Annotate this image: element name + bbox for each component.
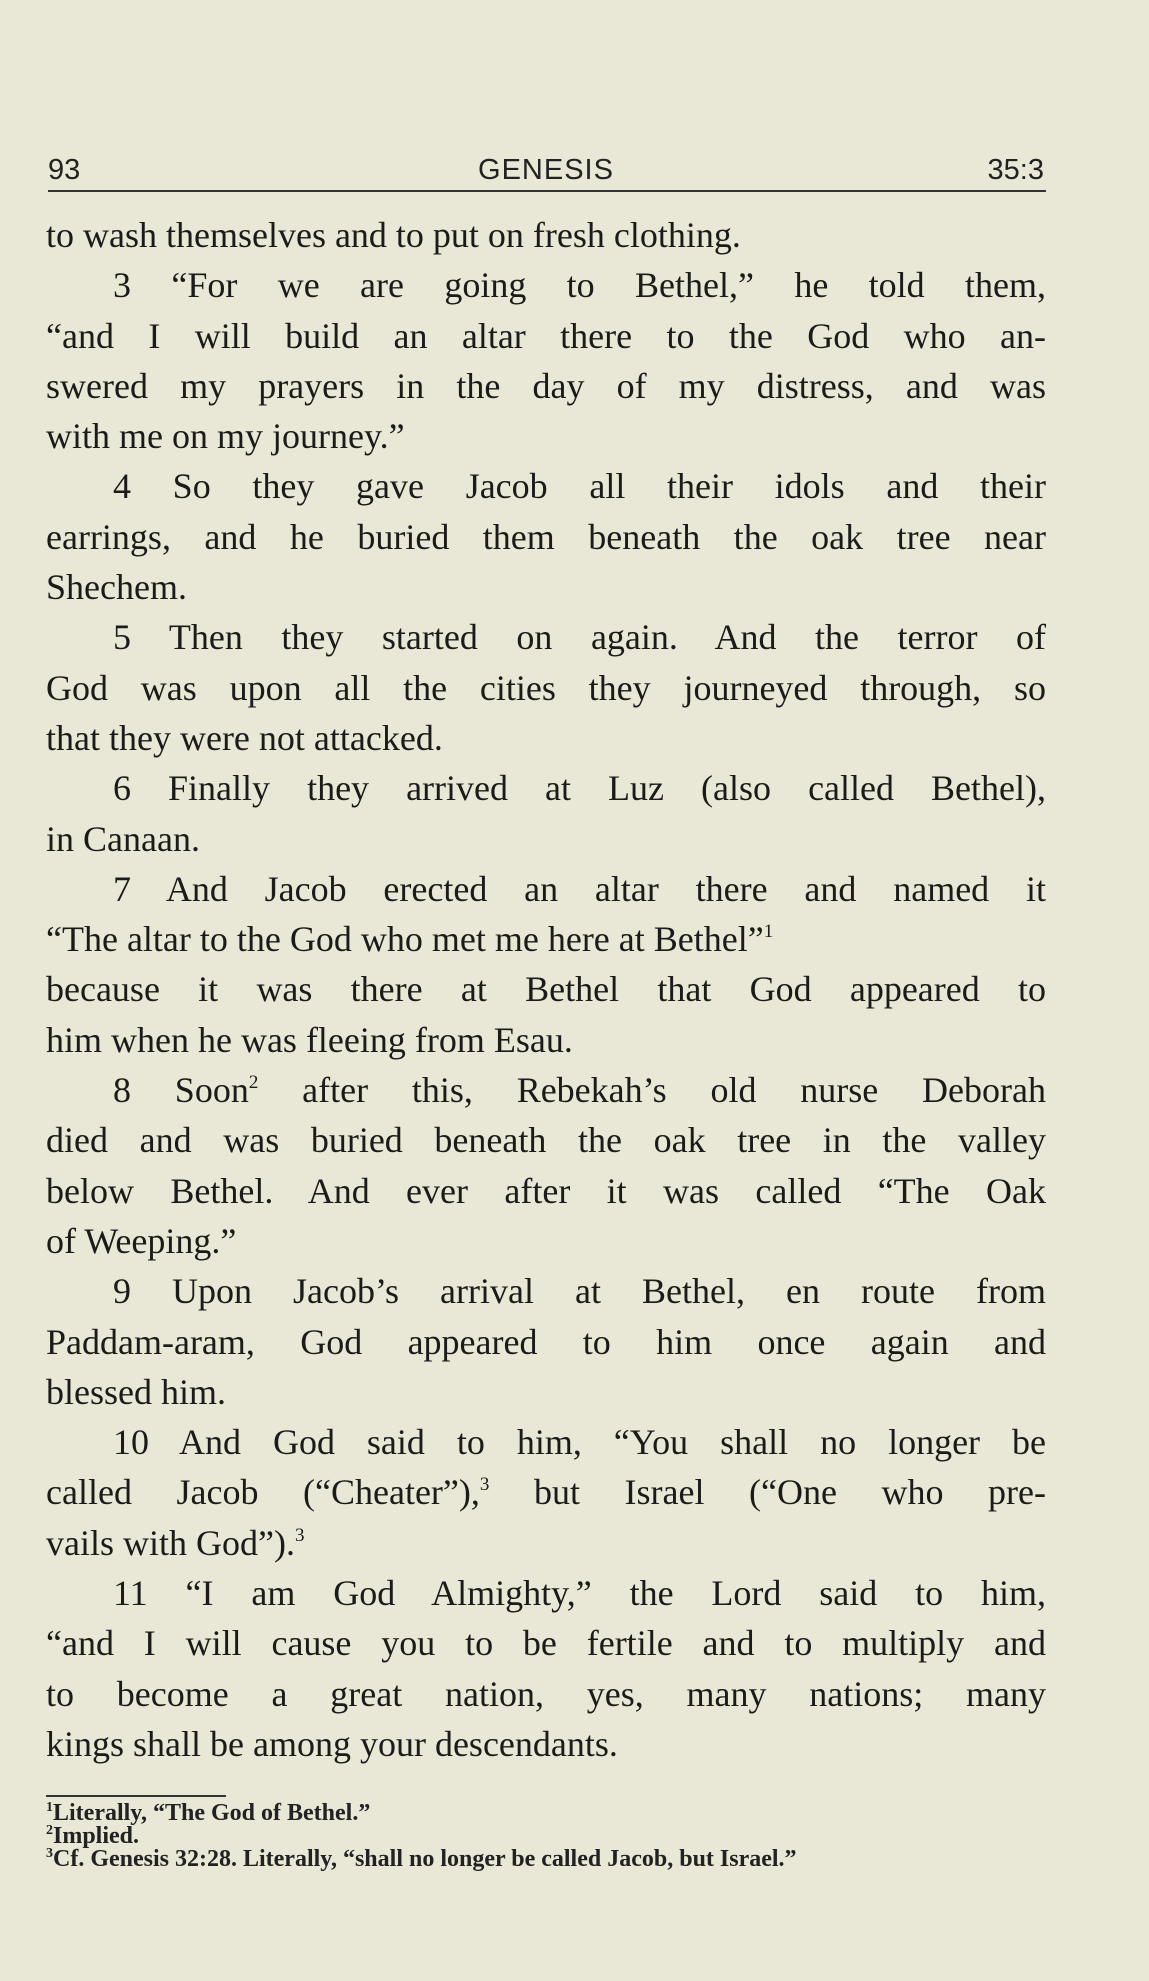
footnotes (46, 1802, 1046, 1871)
footnote-ref-2: 2 (248, 1072, 259, 1094)
text-line: of Weeping.” (46, 1220, 237, 1261)
verse-11-start: 11 “I am God Almighty,” the Lord said to him, (113, 1573, 1046, 1614)
footnote-3 (46, 1848, 1046, 1871)
text-line: earrings, and he buried them beneath the oak tree near (46, 516, 1046, 557)
footnote-ref-3: 3 (479, 1474, 490, 1496)
text-line: to become a great nation, yes, many nations; many (46, 1673, 1046, 1714)
text-line: because it was there at Bethel that God appeared to (46, 969, 1046, 1010)
text-line (46, 1467, 1046, 1517)
footnote-mark: 2 (46, 1823, 53, 1838)
text-line: died and was buried beneath the oak tree in the valley (46, 1120, 1046, 1161)
footnote-text: Literally, “The God of Bethel.” (53, 1800, 371, 1826)
text-line: with me on my journey.” (46, 416, 405, 457)
text-line (46, 914, 1046, 964)
footnote-text: Cf. Genesis 32:28. Literally, “shall no longer be called Jacob, but Israel.” (53, 1846, 797, 1872)
footnote-2 (46, 1825, 1046, 1848)
footnote-ref-1: 1 (763, 921, 774, 943)
text-line: Paddam-aram, God appeared to him once again and (46, 1321, 1046, 1362)
verse-7-start: 7 And Jacob erected an altar there and named it (113, 868, 1046, 909)
verse-5-start: 5 Then they started on again. And the terror of (113, 617, 1046, 658)
text-line: “and I will build an altar there to the God who an- (46, 315, 1046, 356)
footnote-1 (46, 1802, 1046, 1825)
text-line (46, 1518, 1046, 1568)
book-title: GENESIS (478, 154, 614, 186)
verse-3-start: 3 “For we are going to Bethel,” he told them, (113, 265, 1046, 306)
text-span: “The altar to the God who met me here at Bethel” (46, 919, 764, 960)
footnote-mark: 1 (46, 1800, 53, 1815)
book-page (46, 0, 1046, 1981)
text-line: Shechem. (46, 567, 187, 608)
text-line: to wash themselves and to put on fresh clothing. (46, 215, 741, 255)
footnote-mark: 3 (46, 1846, 53, 1861)
verse-4-start: 4 So they gave Jacob all their idols and their (113, 466, 1046, 507)
text-line: in Canaan. (46, 818, 200, 859)
text-span: called Jacob (“Cheater”), (46, 1472, 480, 1513)
text-line: him when he was fleeing from Esau. (46, 1019, 573, 1060)
text-line: “and I will cause you to be fertile and to multiply and (46, 1623, 1046, 1664)
text-span: after this, Rebekah’s old nurse Deborah (258, 1070, 1046, 1111)
text-line: below Bethel. And ever after it was called “The Oak (46, 1170, 1046, 1211)
chapter-verse-reference: 35:3 (987, 154, 1044, 186)
text-line: kings shall be among your descendants. (46, 1723, 618, 1764)
header-rule (48, 190, 1046, 192)
text-line: swered my prayers in the day of my distress, and was (46, 365, 1046, 406)
running-head (46, 150, 1046, 194)
text-line: blessed him. (46, 1371, 226, 1412)
verse-8-start (46, 1065, 1046, 1115)
text-line: that they were not attacked. (46, 717, 443, 758)
footnote-rule (46, 1795, 226, 1797)
text-span: but Israel (“One who pre- (489, 1472, 1047, 1513)
verse-9-start: 9 Upon Jacob’s arrival at Bethel, en route from (113, 1271, 1046, 1312)
footnote-ref-3b: 3 (294, 1524, 305, 1546)
page-number: 93 (48, 154, 81, 186)
footnote-text: Implied. (53, 1823, 140, 1849)
text-span: vails with God”). (46, 1522, 295, 1563)
text-line: God was upon all the cities they journeyed through, so (46, 667, 1046, 708)
scripture-text (46, 210, 1046, 1769)
text-span: 8 Soon (113, 1070, 249, 1111)
verse-6-start: 6 Finally they arrived at Luz (also called Bethel), (113, 768, 1046, 809)
verse-10-start: 10 And God said to him, “You shall no longer be (113, 1422, 1046, 1463)
